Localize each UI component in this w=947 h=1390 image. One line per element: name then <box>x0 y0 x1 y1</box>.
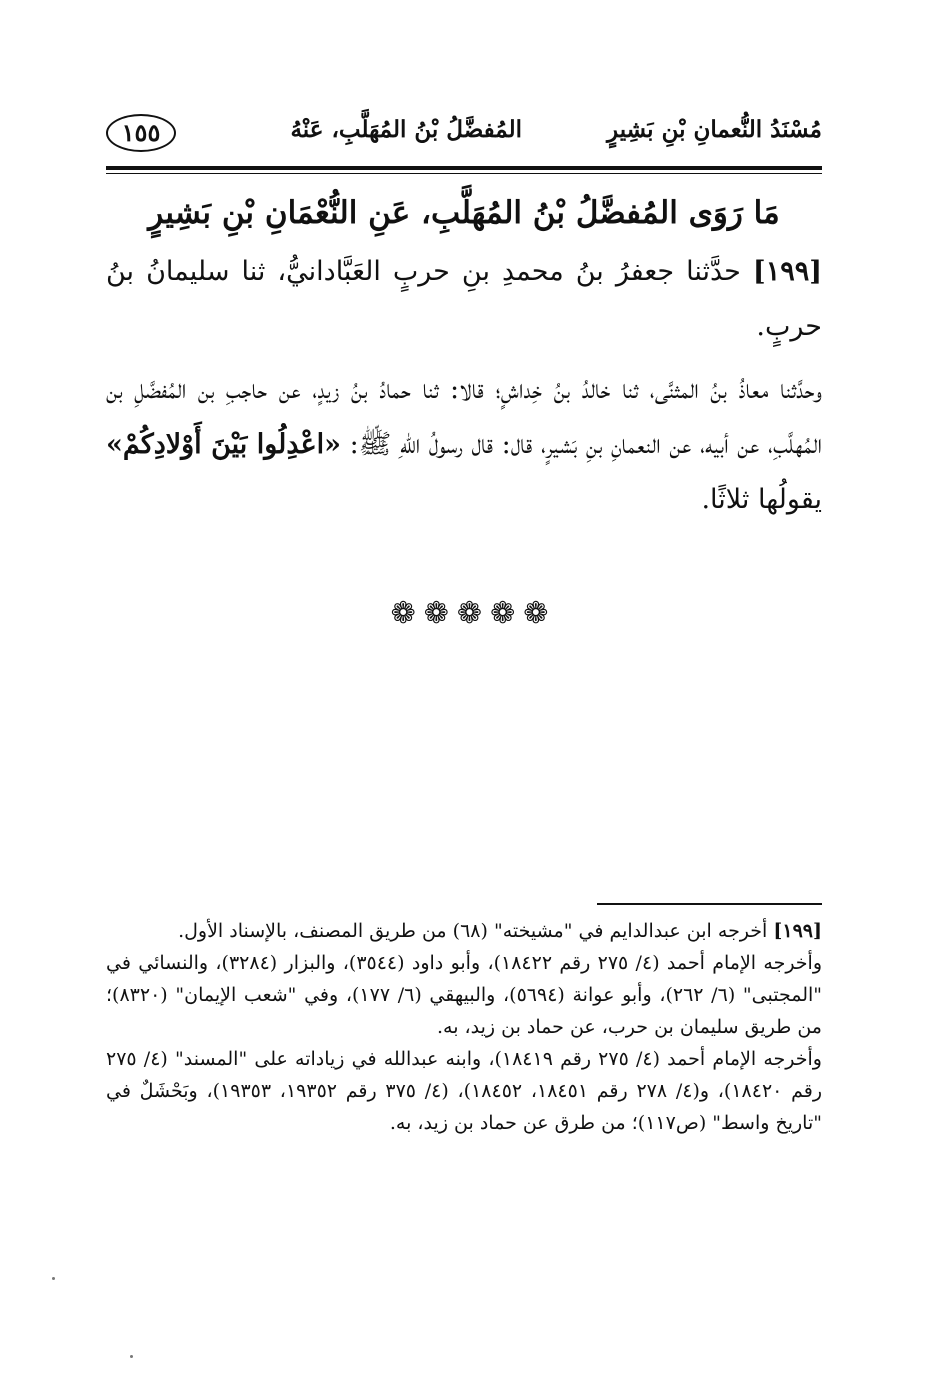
section-title: مَا رَوَى المُفضَّلُ بْنُ المُهَلَّبِ، عَنِ النُّعْمَانِ بْنِ بَشِيرٍ <box>148 195 780 231</box>
scan-speck <box>52 1277 55 1280</box>
section-running-head: المُفضَّلُ بْنُ المُهَلَّبِ، عَنْهُ <box>290 116 522 143</box>
hadith-ending: يقولُها ثلاثًا. <box>701 484 822 515</box>
hadith-number: [١٩٩] <box>752 256 822 287</box>
section-divider-ornaments: ❁❁❁❁❁ <box>390 596 557 631</box>
hadith-chain-1: حدَّثنا جعفرُ بنُ محمدِ بنِ حربٍ العَبَّادانيُّ، ثنا سليمانُ بنُ حربٍ. <box>106 256 822 342</box>
running-header <box>106 108 822 160</box>
hadith-paragraph-1 <box>106 244 822 354</box>
prophetic-quote: «اعْدِلُوا بَيْنَ أَوْلادِكُمْ» <box>106 429 342 460</box>
main-text <box>106 188 822 527</box>
hadith-chain-2: وحدَّثنا معاذُ بنُ المثنَّى، ثنا خالدُ بنُ خِداشٍ؛ قالا: ثنا حمادُ بنُ زيدٍ، عن حاجبِ بن المُفضَّلِ بن المُهلَّبِ، عن أبيه، عن النعمانِ بنِ بَشيرٍ، قال: قال رسولُ اللهِ ﷺ: <box>106 374 822 460</box>
header-rule-thin <box>106 173 822 174</box>
footnote-paragraph-2: وأخرجه الإمام أحمد (٤/ ٢٧٥ رقم ١٨٤٢٢)، وأبو داود (٣٥٤٤)، والبزار (٣٢٨٤)، والنسائي في "المجتبى" (٦/ ٢٦٢)، وأبو عوانة (٥٦٩٤)، والبيهقي (٦/ ١٧٧)، وفي "شعب الإيمان" (٨٣٢٠)؛ من طريق سليمان بن حرب، عن حماد بن زيد، به. <box>106 952 823 1038</box>
footnote-rule <box>597 903 822 905</box>
footnote-text-1: أخرجه ابن عبدالدايم في "مشيخته" (٦٨) من طريق المصنف، بالإسناد الأول. <box>178 920 768 942</box>
scan-speck <box>130 1355 133 1358</box>
footnote-paragraph-1 <box>106 915 822 947</box>
footnote-number: [١٩٩] <box>773 920 822 942</box>
page-number: ١٥٥ <box>106 114 176 152</box>
book-title: مُسْنَدُ النُّعمانِ بْنِ بَشِيرٍ <box>607 116 822 143</box>
header-rule-thick <box>106 166 822 170</box>
footnote-paragraph-3: وأخرجه الإمام أحمد (٤/ ٢٧٥ رقم ١٨٤١٩)، وابنه عبدالله في زياداته على "المسند" (٤/ ٢٧٥ رقم ١٨٤٢٠)، و(٤/ ٢٧٨ رقم ١٨٤٥١، ١٨٤٥٢)، (٤/ ٣٧٥ رقم ١٩٣٥٢، ١٩٣٥٣)، وبَحْشَلٌ في "تاريخ واسط" (ص١١٧)؛ من طرق عن حماد بن زيد، به. <box>106 1048 823 1134</box>
hadith-paragraph-2 <box>106 362 822 527</box>
footnotes <box>106 915 822 1139</box>
